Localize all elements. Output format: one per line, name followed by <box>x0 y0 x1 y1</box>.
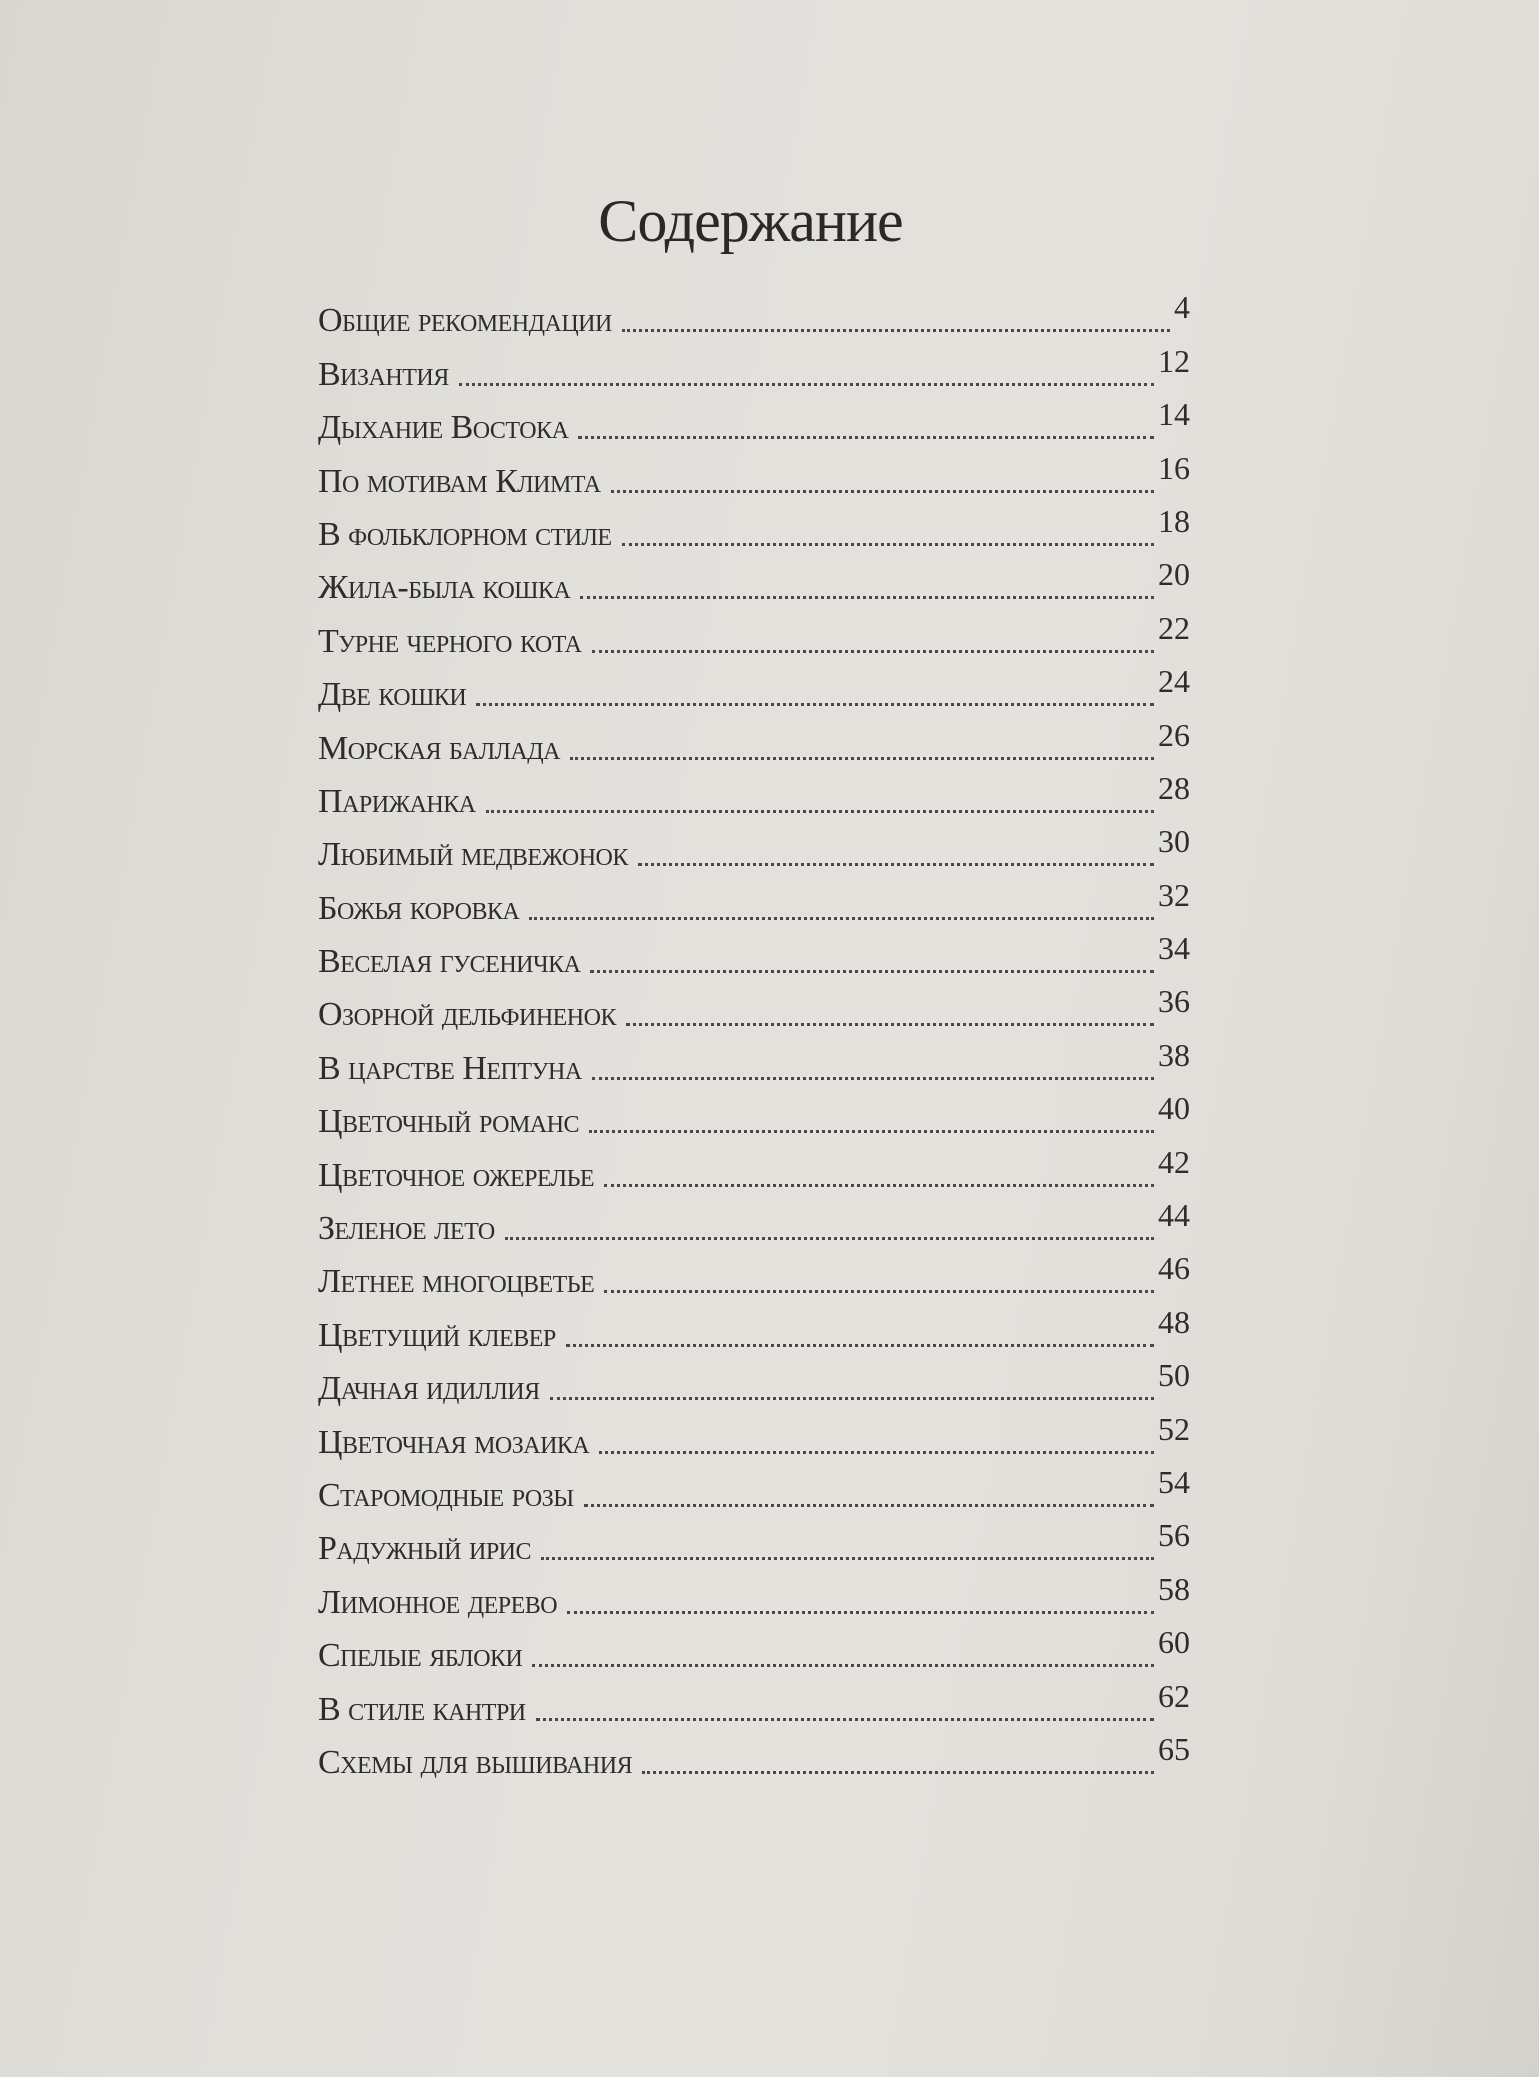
toc-entry-title: Общие рекомендации <box>318 302 612 340</box>
toc-entry-page-number: 52 <box>1158 1410 1190 1447</box>
toc-entry-page-number: 48 <box>1158 1303 1190 1340</box>
toc-entry <box>318 822 1190 875</box>
toc-entry-title: В фольклорном стиле <box>318 515 612 553</box>
toc-entry <box>318 769 1190 822</box>
toc-entry <box>318 875 1190 928</box>
toc-entry-title: Озорной дельфиненок <box>318 996 616 1034</box>
dot-leader <box>529 917 1154 920</box>
dot-leader <box>541 1557 1154 1560</box>
toc-entry-page-number: 50 <box>1158 1357 1190 1394</box>
dot-leader <box>580 596 1154 599</box>
toc-entry-page-number: 46 <box>1158 1250 1190 1287</box>
dot-leader <box>592 1077 1154 1080</box>
toc-entry-page-number: 56 <box>1158 1517 1190 1554</box>
toc-entry-page-number: 36 <box>1158 983 1190 1020</box>
toc-entry-page-number: 58 <box>1158 1570 1190 1607</box>
dot-leader <box>604 1290 1154 1293</box>
dot-leader <box>626 1023 1154 1026</box>
dot-leader <box>604 1184 1154 1187</box>
toc-entry <box>318 395 1190 448</box>
toc-entry <box>318 1516 1190 1569</box>
page-title: Содержание <box>598 188 903 254</box>
dot-leader <box>599 1451 1154 1454</box>
toc-entry <box>318 1569 1190 1622</box>
toc-entry-title: В царстве Нептуна <box>318 1049 582 1087</box>
toc-entry-title: Старомодные розы <box>318 1476 574 1514</box>
toc-entry <box>318 1249 1190 1302</box>
toc-entry-page-number: 14 <box>1158 396 1190 433</box>
toc-entry <box>318 1035 1190 1088</box>
dot-leader <box>592 650 1154 653</box>
toc-entry-title: Схемы для вышивания <box>318 1743 633 1781</box>
toc-entry-page-number: 40 <box>1158 1090 1190 1127</box>
toc-entry <box>318 288 1190 341</box>
toc-entry-page-number: 18 <box>1158 502 1190 539</box>
toc-entry <box>318 1356 1190 1409</box>
toc-entry-page-number: 26 <box>1158 716 1190 753</box>
dot-leader <box>566 1344 1154 1347</box>
dot-leader <box>567 1611 1154 1614</box>
dot-leader <box>622 329 1170 332</box>
toc-entry-title: Дачная идиллия <box>318 1370 540 1408</box>
dot-leader <box>550 1397 1154 1400</box>
toc-entry-title: Лимонное дерево <box>318 1583 558 1621</box>
toc-entry-page-number: 12 <box>1158 342 1190 379</box>
toc-entry-page-number: 54 <box>1158 1463 1190 1500</box>
table-of-contents <box>318 288 1190 1783</box>
dot-leader <box>459 383 1154 386</box>
dot-leader <box>611 490 1154 493</box>
toc-entry <box>318 1676 1190 1729</box>
toc-entry-title: В стиле кантри <box>318 1690 526 1728</box>
toc-entry-page-number: 34 <box>1158 930 1190 967</box>
toc-entry-title: Радужный ирис <box>318 1530 532 1568</box>
dot-leader <box>638 863 1154 866</box>
toc-entry-page-number: 20 <box>1158 556 1190 593</box>
toc-entry-title: Две кошки <box>318 676 467 714</box>
dot-leader <box>590 970 1154 973</box>
toc-entry <box>318 1089 1190 1142</box>
toc-entry-title: Летнее многоцветье <box>318 1263 595 1301</box>
toc-entry <box>318 1196 1190 1249</box>
dot-leader <box>584 1504 1154 1507</box>
dot-leader <box>642 1771 1154 1774</box>
toc-entry <box>318 1409 1190 1462</box>
toc-entry-title: Византия <box>318 355 449 393</box>
toc-entry <box>318 448 1190 501</box>
dot-leader <box>622 543 1154 546</box>
toc-entry <box>318 1730 1190 1783</box>
toc-entry-title: Дыхание Востока <box>318 409 569 447</box>
toc-entry-page-number: 4 <box>1174 289 1190 326</box>
toc-entry-page-number: 28 <box>1158 769 1190 806</box>
toc-entry <box>318 341 1190 394</box>
dot-leader <box>476 703 1154 706</box>
toc-entry-title: Цветочная мозаика <box>318 1423 590 1461</box>
toc-entry <box>318 608 1190 661</box>
toc-entry <box>318 982 1190 1035</box>
toc-entry-title: По мотивам Климта <box>318 462 601 500</box>
toc-entry-page-number: 30 <box>1158 823 1190 860</box>
dot-leader <box>505 1237 1154 1240</box>
toc-entry-page-number: 16 <box>1158 449 1190 486</box>
toc-entry-page-number: 60 <box>1158 1624 1190 1661</box>
toc-entry <box>318 929 1190 982</box>
toc-entry <box>318 662 1190 715</box>
toc-entry-title: Парижанка <box>318 782 476 820</box>
dot-leader <box>570 757 1154 760</box>
toc-entry-page-number: 42 <box>1158 1143 1190 1180</box>
toc-entry-title: Любимый медвежонок <box>318 836 628 874</box>
toc-entry <box>318 1302 1190 1355</box>
dot-leader <box>536 1718 1154 1721</box>
toc-entry-title: Жила-была кошка <box>318 569 571 607</box>
toc-entry-page-number: 24 <box>1158 663 1190 700</box>
toc-entry <box>318 1142 1190 1195</box>
toc-entry-page-number: 22 <box>1158 609 1190 646</box>
toc-entry-title: Зеленое лето <box>318 1210 495 1248</box>
toc-entry-title: Цветочное ожерелье <box>318 1156 595 1194</box>
toc-entry <box>318 555 1190 608</box>
dot-leader <box>578 436 1154 439</box>
toc-entry-page-number: 32 <box>1158 876 1190 913</box>
dot-leader <box>486 810 1154 813</box>
toc-entry-title: Турне черного кота <box>318 622 582 660</box>
toc-entry <box>318 1623 1190 1676</box>
toc-entry <box>318 1463 1190 1516</box>
toc-entry <box>318 502 1190 555</box>
toc-entry-title: Спелые яблоки <box>318 1637 523 1675</box>
toc-entry-page-number: 38 <box>1158 1036 1190 1073</box>
toc-entry-page-number: 62 <box>1158 1677 1190 1714</box>
toc-entry-title: Цветочный романс <box>318 1103 579 1141</box>
toc-entry-title: Морская баллада <box>318 729 560 767</box>
dot-leader <box>589 1130 1154 1133</box>
toc-entry-title: Веселая гусеничка <box>318 943 581 981</box>
toc-entry <box>318 715 1190 768</box>
toc-entry-page-number: 44 <box>1158 1197 1190 1234</box>
toc-entry-title: Божья коровка <box>318 889 520 927</box>
dot-leader <box>532 1664 1154 1667</box>
toc-entry-page-number: 65 <box>1158 1730 1190 1767</box>
toc-entry-title: Цветущий клевер <box>318 1316 556 1354</box>
